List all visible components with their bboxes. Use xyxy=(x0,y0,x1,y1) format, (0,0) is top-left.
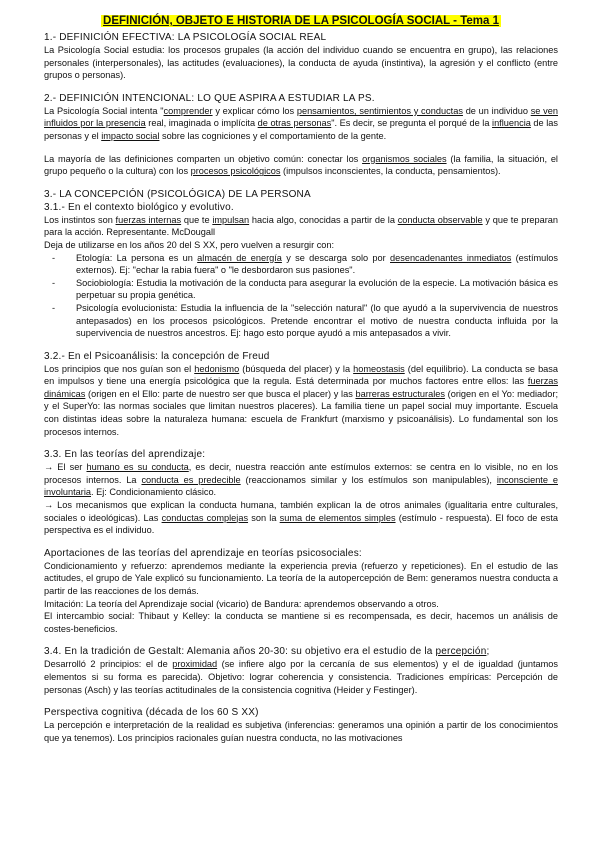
list-item: - Psicología evolucionista: Estudia la influencia de la "selección natural" (lo que ayudó a la supervivencia de nuestros antepasados) en los procesos psicológicos. Pretende encontrar el motivo de nuestra conducta influida por la supervivencia de nuestros ancestros. Ej: hago esto porque ayudó a mis antepasados a vivir. xyxy=(76,302,558,340)
section-3-heading: 3.- LA CONCEPCIÓN (PSICOLÓGICA) DE LA PERSONA xyxy=(44,188,311,200)
section-1-heading: 1.- DEFINICIÓN EFECTIVA: LA PSICOLOGÍA SOCIAL REAL xyxy=(44,32,327,43)
document-title xyxy=(44,14,558,29)
contributions-paragraph-2: Imitación: La teoría del Aprendizaje social (vicario) de Bandura: aprendemos observando a otros. xyxy=(44,598,439,609)
section-3-3-paragraph-2: → Los mecanismos que explican la conducta humana, también explican la de otros animales (igualitaria entre culturales, sociales o ideológicas). Las conductas complejas son la suma de elementos simples (estímulo - respuesta). El foco de esta perspectiva es el individuo. xyxy=(44,500,558,536)
section-3-2-paragraph: Los principios que nos guían son el hedonismo (búsqueda del placer) y la homeostasis (del equilibrio). La conducta se basa en impulsos y tiene una energía psicológica que la regula. Está determinada por muchos factores entre ellos: las fuerzas dinámicas (origen en el Ello: parte de nuestro ser que busca el placer) y las barreras estructurales (origen en el Yo: mediador; y el SuperYo: las normas sociales que limitan nuestros placeres). La familia tiene un papel social muy importante. Escuela con distintas ideas sobre la naturaleza humana: escuela de Frankfurt (marxismo y psicoanálisis). Lo fundamental son los procesos internos. xyxy=(44,363,558,437)
section-1-text: La Psicología Social estudia: los procesos grupales (la acción del individuo cuando se encuentra en grupo), las relaciones personales (interpersonales), las actitudes (evaluaciones), la conducta de ayuda (instintiva), la agresión y el conflicto (entre grupos o personas). xyxy=(44,45,558,81)
section-3-2-heading: 3.2.- En el Psicoanálisis: la concepción de Freud xyxy=(44,350,270,362)
section-3-1-paragraph-1: Los instintos son fuerzas internas que te impulsan hacia algo, conocidas a partir de la conducta observable y que te preparan para la acción. Representante. McDougall xyxy=(44,214,558,238)
section-2-heading: 2.- DEFINICIÓN INTENCIONAL: LO QUE ASPIRA A ESTUDIAR LA PS. xyxy=(44,92,375,104)
section-3-4-heading: 3.4. En la tradición de Gestalt: Alemania años 20-30: su objetivo era el estudio de la percepción; xyxy=(44,646,490,658)
contributions-paragraph-3: El intercambio social: Thibaut y Kelley: la conducta se mantiene si es recompensada, es decir, hacemos un análisis de costes-beneficios. xyxy=(44,611,558,634)
section-3-1-paragraph-2: Deja de utilizarse en los años 20 del S XX, pero vuelven a resurgir con: xyxy=(44,239,335,250)
section-3-4-paragraph: Desarrolló 2 principios: el de proximidad (se infiere algo por la cercanía de sus elementos) y el de igualdad (juntamos elementos si su forma es parecida). Objetivo: lograr coherencia y consistencia. Tradiciones empíricas: Percepción de personas (Asch) y las teorías actitudinales de la consistencia cognitiva (Heider y Festinger). xyxy=(44,659,558,695)
title-highlight: DEFINICIÓN, OBJETO E HISTORIA DE LA PSICOLOGÍA SOCIAL - Tema 1 xyxy=(103,15,499,27)
document-page xyxy=(44,14,558,744)
section-3-1-heading: 3.1.- En el contexto biológico y evolutivo. xyxy=(44,201,234,213)
cognitive-perspective-paragraph: La percepción e interpretación de la realidad es subjetiva (inferencias: generamos una opinión a partir de los conocimientos que ya tenemos). Los principios racionales guían nuestra conducta, no las motivaciones xyxy=(44,720,558,743)
list-item: - Etología: La persona es un almacén de energía y se descarga solo por desencadenantes inmediatos (estímulos externos). Ej: "echar la rabia fuera" o "le desbordaron sus pasiones". xyxy=(76,252,558,277)
section-3-3-heading: 3.3. En las teorías del aprendizaje: xyxy=(44,449,206,461)
contributions-heading: Aportaciones de las teorías del aprendizaje en teorías psicosociales: xyxy=(44,547,362,559)
contributions-paragraph-1: Condicionamiento y refuerzo: aprendemos mediante la experiencia previa (refuerzo y repeticiones). En el estudio de las actitudes, el grupo de Yale explicó su funcionamiento. La teoría de la autopercepción de Bem: generamos nuestra conducta a partir de las reacciones de los demás. xyxy=(44,560,558,596)
section-3-3-paragraph-1: → El ser humano es su conducta, es decir, nuestra reacción ante estímulos externos: se centra en lo visible, no en los procesos internos. La conducta es predecible (reaccionamos similar y los estímulos son manipulables), inconsciente e involuntaria. Ej: Condicionamiento clásico. xyxy=(44,462,558,498)
list-item: - Sociobiología: Estudia la motivación de la conducta para asegurar la evolución de la especie. La motivación básica es perpetuar su propia genética. xyxy=(76,277,558,302)
cognitive-perspective-heading: Perspectiva cognitiva (década de los 60 S XX) xyxy=(44,707,259,719)
section-3-1-list xyxy=(44,252,558,340)
section-2-paragraph-2: La mayoría de las definiciones comparten un objetivo común: conectar los organismos sociales (la familia, la situación, el grupo pequeño o la cultura) con los procesos psicológicos (impulsos inconscientes, la conducta, pensamientos). xyxy=(44,153,558,177)
section-2-paragraph-1: La Psicología Social intenta "comprender y explicar cómo los pensamientos, sentimientos y conductas de un individuo se ven influidos por la presencia real, imaginada o implícita de otras personas". Es decir, se pregunta el porqué de la influencia de las personas y el impacto social sobre las cogniciones y el comportamiento de la gente. xyxy=(44,105,558,141)
